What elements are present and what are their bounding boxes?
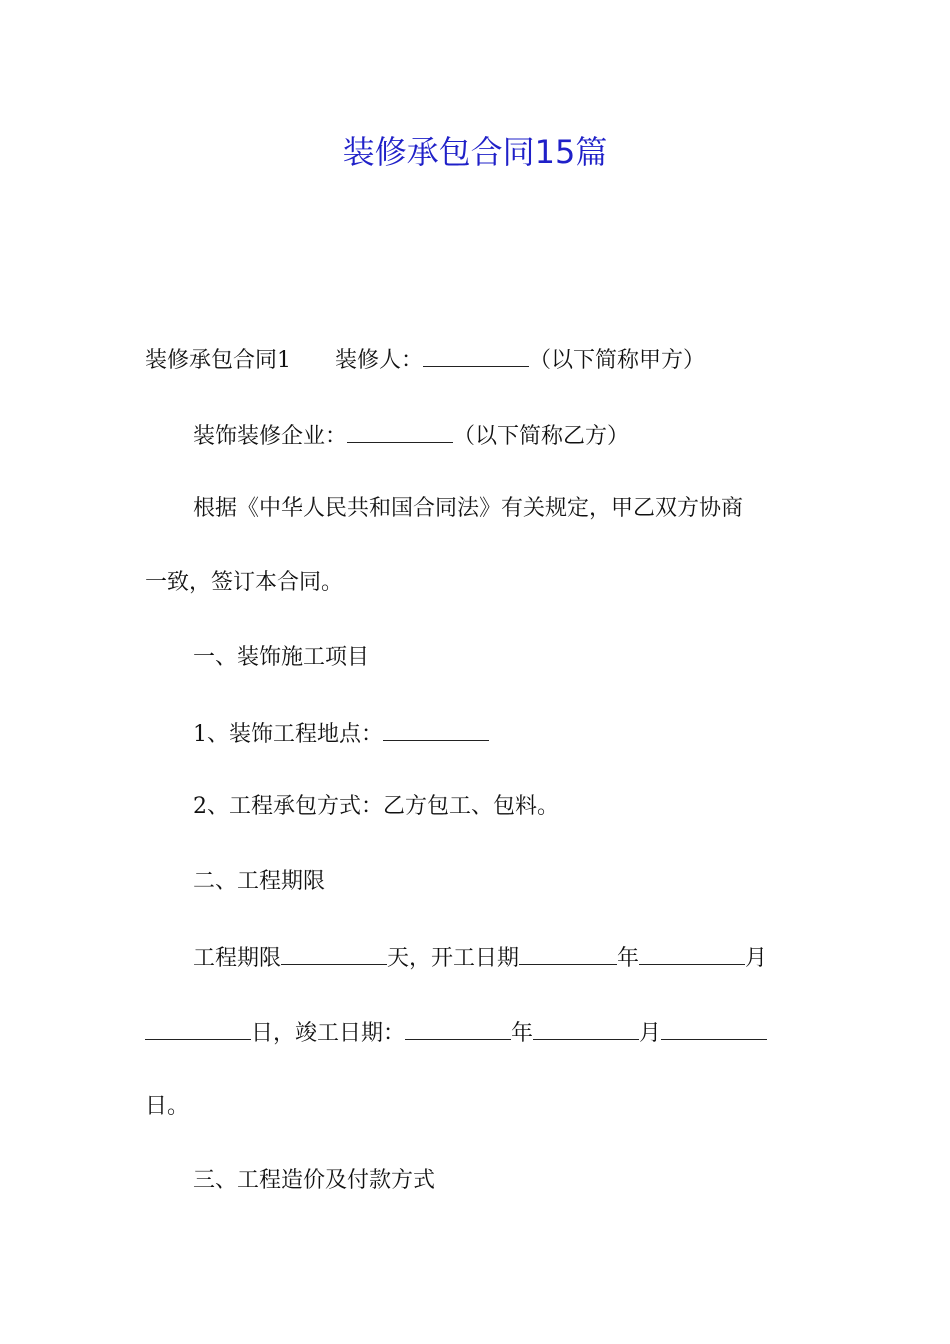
start-day-blank[interactable] — [145, 1015, 251, 1040]
section-heading-3: 三、工程造价及付款方式 — [193, 1168, 436, 1193]
decorator-name-blank[interactable] — [423, 342, 529, 367]
project-location-label: 1、装饰工程地点： — [193, 722, 383, 747]
section-heading-2: 二、工程期限 — [193, 869, 326, 894]
start-year-blank[interactable] — [519, 940, 617, 965]
days-blank[interactable] — [281, 940, 387, 965]
contract-method-line: 2、工程承包方式：乙方包工、包料。 — [193, 794, 559, 819]
contract-header-line — [145, 342, 810, 378]
start-month-blank[interactable] — [639, 940, 745, 965]
paragraph-line: 一致，签订本合同。 — [145, 570, 344, 595]
party-b-note: （以下简称乙方） — [453, 424, 630, 449]
completion-date-line — [145, 1015, 810, 1051]
year-label: 年 — [617, 946, 640, 971]
year-label: 年 — [511, 1021, 534, 1046]
contract-number: 装修承包合同1 — [145, 348, 291, 373]
month-label: 月 — [745, 946, 768, 971]
day-line: 日。 — [145, 1094, 190, 1119]
period-label: 工程期限 — [193, 946, 282, 971]
month-label: 月 — [639, 1021, 662, 1046]
section-heading-1: 一、装饰施工项目 — [193, 645, 370, 670]
paragraph-line: 根据《中华人民共和国合同法》有关规定，甲乙双方协商 — [193, 496, 744, 521]
end-month-blank[interactable] — [533, 1015, 639, 1040]
company-line — [193, 418, 810, 454]
company-label: 装饰装修企业： — [193, 424, 348, 449]
decorator-label: 装修人： — [335, 348, 424, 373]
period-line — [193, 940, 810, 976]
end-day-blank[interactable] — [661, 1015, 767, 1040]
company-name-blank[interactable] — [347, 418, 453, 443]
party-a-note: （以下简称甲方） — [529, 348, 706, 373]
project-location-blank[interactable] — [383, 716, 489, 741]
end-year-blank[interactable] — [405, 1015, 511, 1040]
project-location-line — [193, 716, 810, 752]
completion-date-label: 日，竣工日期： — [251, 1021, 406, 1046]
start-date-label: 天，开工日期 — [387, 946, 520, 971]
document-title: 装修承包合同15篇 — [342, 133, 608, 171]
